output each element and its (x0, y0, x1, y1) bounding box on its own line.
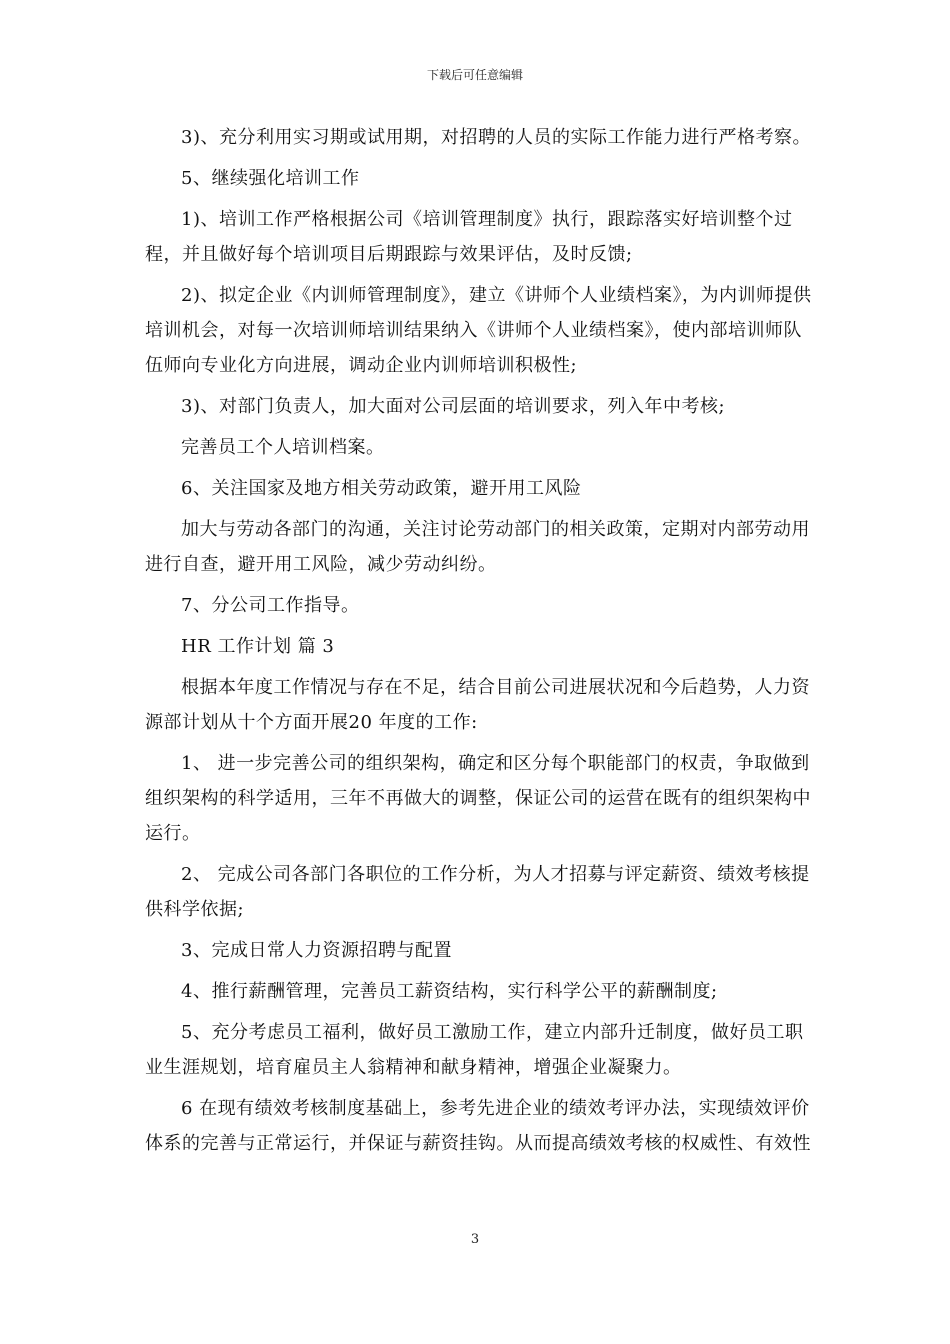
paragraph: 3)、对部门负责人，加大面对公司层面的培训要求，列入年中考核; (181, 396, 726, 417)
paragraph: 1)、培训工作严格根据公司《培训管理制度》执行，跟踪落实好培训整个过程，并且做好每个培训项目后期跟踪与效果评估，及时反馈; (145, 209, 793, 265)
page-number: 3 (470, 1232, 480, 1247)
paragraph: 3、完成日常人力资源招聘与配置 (181, 940, 452, 961)
paragraph: 2)、拟定企业《内训师管理制度》，建立《讲师个人业绩档案》，为内训师提供培训机会，对每一次培训师培训结果纳入《讲师个人业绩档案》，使内部培训师队伍师向专业化方向进展，调动企业内训师培训积极性; (145, 285, 812, 376)
paragraph: 加大与劳动各部门的沟通，关注讨论劳动部门的相关政策，定期对内部劳动用进行自查，避开用工风险，减少劳动纠纷。 (145, 519, 810, 575)
document-body (145, 120, 815, 1167)
page-header: 下载后可任意编辑 (426, 68, 523, 82)
section-heading: 6、关注国家及地方相关劳动政策，避开用工风险 (181, 478, 582, 499)
paragraph: 完善员工个人培训档案。 (181, 437, 385, 458)
plan-title: HR 工作计划 篇 3 (181, 636, 335, 657)
paragraph: 2、 完成公司各部门各职位的工作分析，为人才招募与评定薪资、绩效考核提供科学依据; (145, 864, 810, 920)
paragraph: 4、推行薪酬管理，完善员工薪资结构，实行科学公平的薪酬制度; (181, 981, 718, 1002)
section-heading: 5、继续强化培训工作 (181, 168, 360, 189)
paragraph: 1、 进一步完善公司的组织架构，确定和区分每个职能部门的权责，争取做到组织架构的科学适用，三年不再做大的调整，保证公司的运营在既有的组织架构中运行。 (145, 753, 811, 844)
paragraph: 5、充分考虑员工福利，做好员工激励工作，建立内部升迁制度，做好员工职业生涯规划，培育雇员主人翁精神和献身精神，增强企业凝聚力。 (145, 1022, 804, 1078)
paragraph: 根据本年度工作情况与存在不足，结合目前公司进展状况和今后趋势，人力资源部计划从十个方面开展20 年度的工作: (145, 677, 810, 733)
section-heading: 7、分公司工作指导。 (181, 595, 360, 616)
paragraph: 6 在现有绩效考核制度基础上，参考先进企业的绩效考评办法，实现绩效评价体系的完善与正常运行，并保证与薪资挂钩。从而提高绩效考核的权威性、有效性 (145, 1098, 811, 1154)
paragraph: 3)、充分利用实习期或试用期，对招聘的人员的实际工作能力进行严格考察。 (181, 127, 811, 148)
